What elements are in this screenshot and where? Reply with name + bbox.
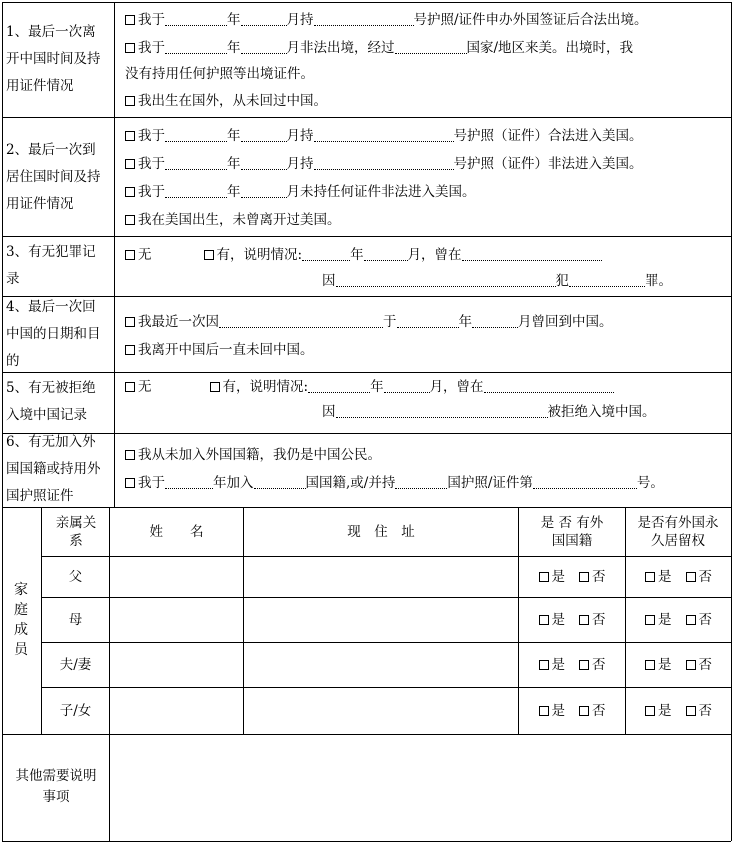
border-top xyxy=(2,2,731,3)
other-notes-field[interactable] xyxy=(110,735,730,840)
year-field[interactable] xyxy=(165,476,213,489)
yes-checkbox[interactable] xyxy=(539,615,549,625)
year-field[interactable] xyxy=(165,129,227,142)
no-checkbox[interactable] xyxy=(579,572,589,582)
no-checkbox[interactable] xyxy=(579,706,589,716)
relation-father: 父 xyxy=(68,569,83,585)
divider xyxy=(2,433,731,434)
yes-checkbox[interactable] xyxy=(645,572,655,582)
s5-line-1: 无 有，说明情况: 年 月，曾在 xyxy=(125,379,614,395)
no-checkbox[interactable] xyxy=(686,706,696,716)
reason-field[interactable] xyxy=(336,405,548,418)
location-field[interactable] xyxy=(484,380,614,393)
border-left xyxy=(2,2,3,841)
address-field[interactable] xyxy=(244,688,518,734)
s5-no-checkbox[interactable] xyxy=(125,382,135,392)
month-field[interactable] xyxy=(241,185,287,198)
header-name: 姓 名 xyxy=(149,524,204,540)
country-field[interactable] xyxy=(395,476,447,489)
permanent-residency-options: 是 否 xyxy=(626,598,731,642)
yes-checkbox[interactable] xyxy=(645,660,655,670)
yes-checkbox[interactable] xyxy=(539,660,549,670)
year-field[interactable] xyxy=(165,157,227,170)
yes-checkbox[interactable] xyxy=(539,572,549,582)
year-field[interactable] xyxy=(165,185,227,198)
s3-no-checkbox[interactable] xyxy=(125,250,135,260)
s2-option-3-checkbox[interactable] xyxy=(125,187,135,197)
year-field[interactable] xyxy=(397,315,459,328)
location-field[interactable] xyxy=(462,248,602,261)
s1-option-2-cont: 没有持用任何护照等出境证件。 xyxy=(125,66,314,82)
yes-checkbox[interactable] xyxy=(539,706,549,716)
month-field[interactable] xyxy=(241,129,287,142)
month-field[interactable] xyxy=(241,157,287,170)
address-field[interactable] xyxy=(244,598,518,642)
permanent-residency-options: 是 否 xyxy=(626,557,731,597)
no-checkbox[interactable] xyxy=(579,660,589,670)
divider xyxy=(114,2,115,507)
s2-option-1: 我于 年 月持 号护照（证件）合法进入美国。 xyxy=(125,128,643,144)
no-checkbox[interactable] xyxy=(686,615,696,625)
s1-option-1: 我于 年 月持 号护照/证件申办外国签证后合法出境。 xyxy=(125,12,648,28)
relation-children: 子/女 xyxy=(59,703,92,719)
month-field[interactable] xyxy=(472,315,518,328)
s4-option-1-checkbox[interactable] xyxy=(125,317,135,327)
s6-option-2: 我于 年加入 国国籍,或/并持 国护照/证件第 号。 xyxy=(125,475,664,491)
section-5-label: 5、有无被拒绝入境中国记录 xyxy=(6,380,96,423)
s2-option-4-checkbox[interactable] xyxy=(125,215,135,225)
foreign-nationality-options: 是 否 xyxy=(519,557,625,597)
foreign-nationality-options: 是 否 xyxy=(519,643,625,687)
family-members-label: 家庭成员 xyxy=(14,582,28,658)
section-1-label: 1、最后一次离开中国时间及持用证件情况 xyxy=(6,24,101,94)
no-checkbox[interactable] xyxy=(686,660,696,670)
s5-yes-checkbox[interactable] xyxy=(210,382,220,392)
address-field[interactable] xyxy=(244,643,518,687)
name-field[interactable] xyxy=(110,688,243,734)
divider xyxy=(2,296,731,297)
s2-option-1-checkbox[interactable] xyxy=(125,131,135,141)
divider xyxy=(2,236,731,237)
country-field[interactable] xyxy=(395,41,467,54)
s1-option-3-checkbox[interactable] xyxy=(125,96,135,106)
relation-spouse: 夫/妻 xyxy=(59,657,92,673)
s3-line-2: 因 犯 罪。 xyxy=(322,273,672,289)
section-3-label: 3、有无犯罪记录 xyxy=(6,244,96,287)
s2-option-2: 我于 年 月持 号护照（证件）非法进入美国。 xyxy=(125,156,643,172)
s2-option-4: 我在美国出生，未曾离开过美国。 xyxy=(125,212,341,228)
month-field[interactable] xyxy=(384,380,430,393)
year-field[interactable] xyxy=(165,13,227,26)
section-2-label: 2、最后一次到居住国时间及持用证件情况 xyxy=(6,142,101,212)
permanent-residency-options: 是 否 xyxy=(626,643,731,687)
section-6-label: 6、有无加入外国国籍或持用外国护照证件 xyxy=(6,434,101,504)
permanent-residency-options: 是 否 xyxy=(626,688,731,734)
s2-option-2-checkbox[interactable] xyxy=(125,159,135,169)
country-field[interactable] xyxy=(254,476,306,489)
border-bottom xyxy=(2,841,731,842)
foreign-nationality-options: 是 否 xyxy=(519,598,625,642)
s1-option-1-checkbox[interactable] xyxy=(125,15,135,25)
divider xyxy=(2,372,731,373)
year-field[interactable] xyxy=(165,41,227,54)
address-field[interactable] xyxy=(244,557,518,597)
s3-line-1: 无 有，说明情况: 年 月，曾在 xyxy=(125,247,602,263)
s6-option-1: 我从未加入外国国籍，我仍是中国公民。 xyxy=(125,447,381,463)
month-field[interactable] xyxy=(364,248,408,261)
relation-mother: 母 xyxy=(68,612,83,628)
s6-option-1-checkbox[interactable] xyxy=(125,450,135,460)
s1-option-2-checkbox[interactable] xyxy=(125,43,135,53)
passport-number-field[interactable] xyxy=(533,476,637,489)
year-field[interactable] xyxy=(302,248,350,261)
no-checkbox[interactable] xyxy=(579,615,589,625)
s2-option-3: 我于 年 月未持任何证件非法进入美国。 xyxy=(125,184,476,200)
name-field[interactable] xyxy=(110,557,243,597)
divider xyxy=(2,117,731,118)
header-foreign-nationality: 是 否 有外国国籍 xyxy=(540,515,604,549)
header-relation: 亲属关系 xyxy=(55,515,97,549)
s4-option-1: 我最近一次因 于 年 月曾回到中国。 xyxy=(125,314,613,330)
no-checkbox[interactable] xyxy=(686,572,696,582)
purpose-field[interactable] xyxy=(219,315,383,328)
header-address: 现 住 址 xyxy=(347,524,415,540)
divider xyxy=(2,507,731,508)
s4-option-2: 我离开中国后一直未回中国。 xyxy=(125,342,314,358)
year-field[interactable] xyxy=(308,380,370,393)
foreign-nationality-options: 是 否 xyxy=(519,688,625,734)
s5-line-2: 因 被拒绝入境中国。 xyxy=(322,404,656,420)
name-field[interactable] xyxy=(110,643,243,687)
s1-option-2: 我于 年 月非法出境，经过 国家/地区来美。出境时，我 xyxy=(125,40,633,56)
section-4-label: 4、最后一次回中国的日期和目的 xyxy=(6,299,101,369)
month-field[interactable] xyxy=(241,13,287,26)
s1-option-3: 我出生在国外，从未回过中国。 xyxy=(125,93,327,109)
passport-number-field[interactable] xyxy=(314,13,414,26)
border-right xyxy=(731,2,732,841)
yes-checkbox[interactable] xyxy=(645,615,655,625)
other-notes-label: 其他需要说明事项 xyxy=(15,768,97,805)
passport-number-field[interactable] xyxy=(314,157,454,170)
month-field[interactable] xyxy=(241,41,287,54)
crime-field[interactable] xyxy=(569,274,645,287)
yes-checkbox[interactable] xyxy=(645,706,655,716)
s3-yes-checkbox[interactable] xyxy=(204,250,214,260)
s4-option-2-checkbox[interactable] xyxy=(125,345,135,355)
reason-field[interactable] xyxy=(336,274,556,287)
passport-number-field[interactable] xyxy=(314,129,454,142)
header-permanent-residency: 是否有外国永久居留权 xyxy=(637,515,719,549)
s6-option-2-checkbox[interactable] xyxy=(125,478,135,488)
name-field[interactable] xyxy=(110,598,243,642)
